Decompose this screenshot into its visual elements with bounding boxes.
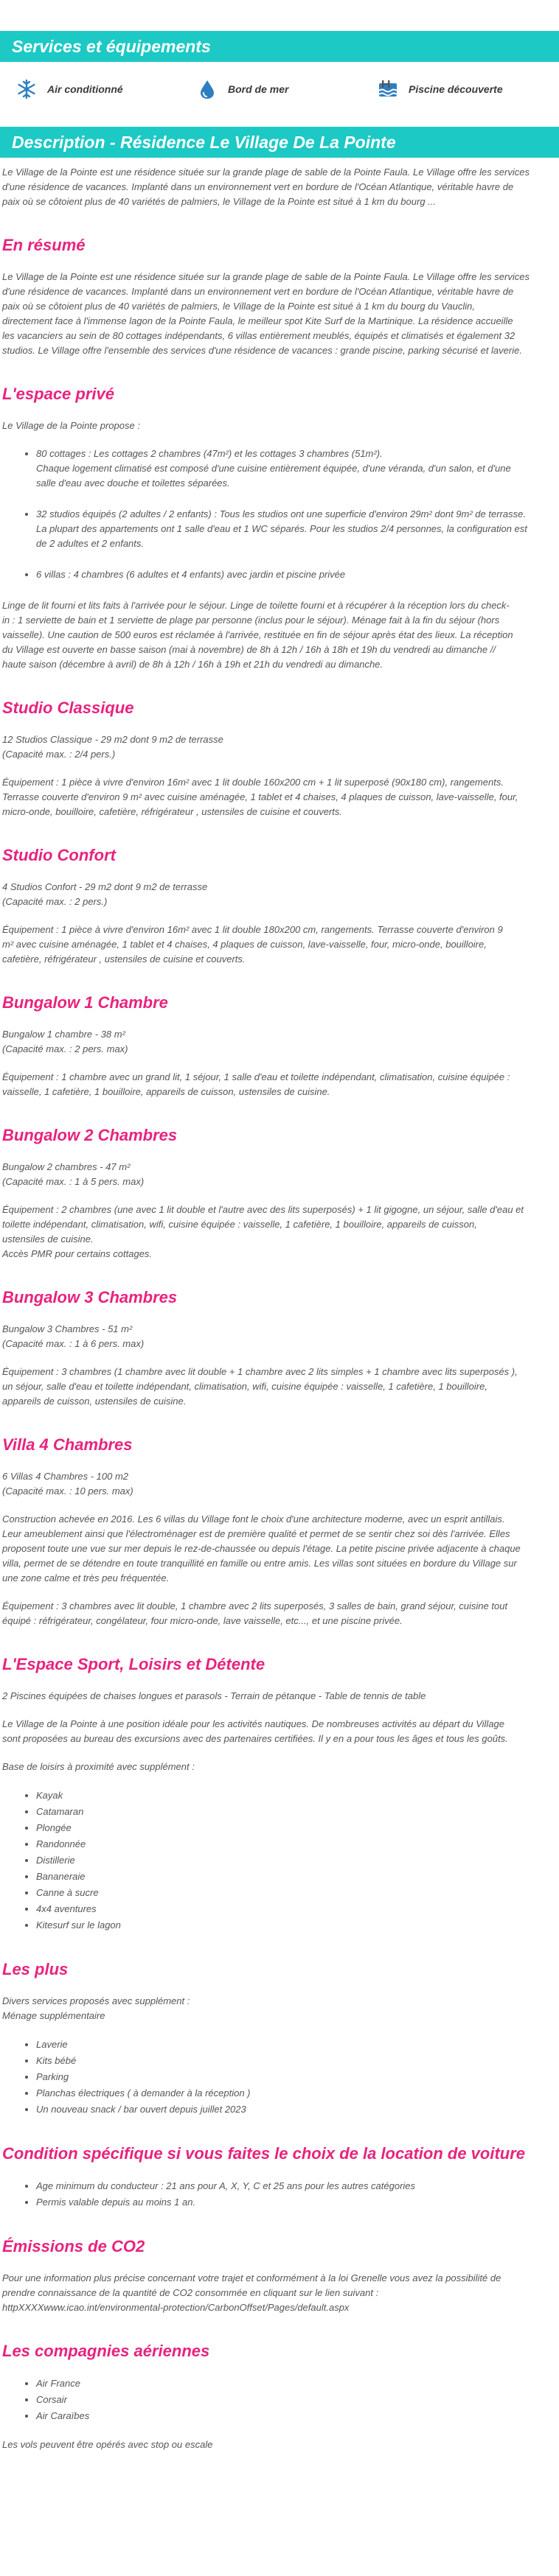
description-intro: Le Village de la Pointe est une résidence située sur la grande plage de sable de la Pointe Faula. Le Village offre les services d'une résidence de vacances. Implanté dans un environnement vert en bordure de l'Océan Atlantique, véritable havre de paix où se côtoient plus de 40 variétés de palmiers, le Village de la Pointe est situé à 1 km du bourg ... xyxy=(2,167,530,207)
section-title-bungalow-1: Bungalow 1 Chambre xyxy=(2,993,168,1012)
espace-sport-base-loisirs: Base de loisirs à proximité avec supplément : xyxy=(2,1761,195,1772)
list-item: • Catamaran xyxy=(36,1804,557,1820)
section-title-espace-sport: L'Espace Sport, Loisirs et Détente xyxy=(2,1655,265,1673)
villa-4-summary: 6 Villas 4 Chambres - 100 m2 (Capacité max. : 10 pers. max) xyxy=(2,1471,133,1497)
list-item: • Kitesurf sur le lagon xyxy=(36,1917,557,1933)
service-label: Piscine découverte xyxy=(409,83,503,95)
list-item: • 4x4 aventures xyxy=(36,1901,557,1917)
section-title-les-plus: Les plus xyxy=(2,1960,69,1978)
section-title-espace-prive: L'espace privé xyxy=(2,385,114,403)
les-plus-intro: Divers services proposés avec supplément : Ménage supplémentaire xyxy=(2,1995,190,2021)
service-seaside xyxy=(197,79,378,99)
service-label: Bord de mer xyxy=(228,83,289,95)
villa-4-description: Construction achevée en 2016. Les 6 villas du Village font le choix d'une architecture moderne, avec un esprit antillais. Leur ameublement ainsi que l'électroménager est de première qualité et permet de se sentir chez soi dès l'arrivée. Elles proposent toute une vue sur mer depuis le rez-de-chaussée ou depuis l'étage. La petite piscine privée adjacente à chaque villa, permet de se détendre en toute tranquillité en famille ou entre amis. Les villas sont situées en bordure du Village sur une zone calme et très peu fréquentée. xyxy=(2,1513,521,1583)
section-title-studio-classique: Studio Classique xyxy=(2,699,134,717)
condition-list xyxy=(2,2178,557,2211)
section-title-bungalow-2: Bungalow 2 Chambres xyxy=(2,1126,178,1144)
services-list xyxy=(0,62,559,116)
list-item: • Age minimum du conducteur : 21 ans pour A, X, Y, C et 25 ans pour les autres catégories xyxy=(36,2178,557,2194)
list-item: • Bananeraie xyxy=(36,1869,557,1885)
section-title-studio-confort: Studio Confort xyxy=(2,846,116,864)
list-item: • Kits bébé xyxy=(36,2053,557,2069)
bungalow-1-equipment: Équipement : 1 chambre avec un grand lit, 1 séjour, 1 salle d'eau et toilette indépendant, climatisation, cuisine équipée : vaisselle, 1 cafetière, 1 bouilloire, appareils de cuisson, ustensiles de cuisine. xyxy=(2,1071,510,1097)
list-item: • Randonnée xyxy=(36,1836,557,1852)
list-item: • Kayak xyxy=(36,1788,557,1804)
airlines-footer: Les vols peuvent être opérés avec stop ou escale xyxy=(2,2439,213,2450)
list-item: • Planchas électriques ( à demander à la réception ) xyxy=(36,2085,557,2101)
list-item: • Parking xyxy=(36,2069,557,2085)
co2-text: Pour une information plus précise concernant votre trajet et conformément à la loi Grenelle vous avez la possibilité de prendre connaissance de la quantité de CO2 consommée en cliquant sur le lien suivant : httpXXXXwww.icao.int/environmental-protection/CarbonOffset/Pages/default.aspx xyxy=(2,2272,501,2313)
service-label: Air conditionné xyxy=(47,83,123,95)
bungalow-2-summary: Bungalow 2 chambres - 47 m² (Capacité max. : 1 à 5 pers. max) xyxy=(2,1161,145,1187)
espace-prive-outro: Linge de lit fourni et lits faits à l'arrivée pour le séjour. Linge de toilette fourni et à récupérer à la réception lors du check- in : 1 serviette de bain et 1 serviette de plage par personne (inclus pour le séjour). Ménage fait à la fin du séjour (hors vaisselle). Une caution de 500 euros est réclamée à l'arrivée, restituée en fin de séjour après état des lieux. La réception du Village est ouverte en basse saison (mai à novembre) de 8h à 12h / 16h à 18h et 19h du vendredi au dimanche // haute saison (décembre à avril) de 8h à 12h / 16h à 19h et 21h du vendredi au dimanche. xyxy=(2,600,513,670)
pool-icon xyxy=(378,79,398,99)
bungalow-2-equipment: Équipement : 2 chambres (une avec 1 lit double et l'autre avec des lits superposés) + 1 lit gigogne, un séjour, salle d'eau et toilette indépendant, climatisation, wifi, cuisine équipée : vaisselle, 1 cafetière, 1 bouilloire, appareils de cuisson, ustensiles de cuisine. Accès PMR pour certains cottages. xyxy=(2,1204,524,1259)
co2-link[interactable]: httpXXXXwww.icao.int/environmental-protection/CarbonOffset/Pages/default.aspx xyxy=(2,2302,350,2313)
espace-prive-list xyxy=(2,447,557,582)
list-item: • Permis valable depuis au moins 1 an. xyxy=(36,2194,557,2211)
studio-classique-equipment: Équipement : 1 pièce à vivre d'environ 16m² avec 1 lit double 160x200 cm + 1 lit superposé (90x180 cm), rangements. Terrasse couverte d'environ 9 m² avec cuisine aménagée, 1 tablet et 4 chaises, 4 plaques de cuisson, lave-vaisselle, four, micro-onde, bouilloire, cafetière, réfrigérateur , ustensiles de cuisine et couverts. xyxy=(2,777,518,817)
resume-text: Le Village de la Pointe est une résidence située sur la grande plage de sable de la Pointe Faula. Le Village offre les services d'une résidence de vacances. Implanté dans un environnement vert en bordure de l'Océan Atlantique, véritable havre de paix où se côtoient plus de 40 variétés de palmiers, le Village de la Pointe est situé à 1 km du bourg du Vauclin, directement face à l'immense lagon de la Pointe Faula, le meilleur spot Kite Surf de la Martinique. La résidence accueille les vacanciers au sein de 80 cottages indépendants, 6 villas entièrement meublés, équipés et climatisés et également 32 studios. Le Village offre l'ensemble des services d'une résidence de vacances : grande piscine, parking sécurisé et laverie. xyxy=(2,271,530,356)
section-title-co2: Émissions de CO2 xyxy=(2,2237,145,2255)
studio-confort-summary: 4 Studios Confort - 29 m2 dont 9 m2 de terrasse (Capacité max. : 2 pers.) xyxy=(2,881,208,907)
section-title-compagnies: Les compagnies aériennes xyxy=(2,2342,210,2360)
espace-sport-description: Le Village de la Pointe à une position idéale pour les activités nautiques. De nombreuses activités au départ du Village sont proposées au bureau des excursions avec des partenaires certifiées. Il y en a pour tous les âges et tous les goûts. xyxy=(2,1718,508,1744)
bungalow-3-summary: Bungalow 3 Chambres - 51 m² (Capacité max. : 1 à 6 pers. max) xyxy=(2,1323,145,1349)
activities-list xyxy=(2,1788,557,1933)
studio-classique-summary: 12 Studios Classique - 29 m2 dont 9 m2 de terrasse (Capacité max. : 2/4 pers.) xyxy=(2,734,223,760)
list-item: • Air France xyxy=(36,2376,557,2392)
les-plus-list xyxy=(2,2037,557,2118)
airlines-list xyxy=(2,2376,557,2424)
section-title-condition: Condition spécifique si vous faites le choix de la location de voiture xyxy=(2,2144,526,2163)
list-item: • Distillerie xyxy=(36,1852,557,1869)
list-item: • 6 villas : 4 chambres (6 adultes et 4 enfants) avec jardin et piscine privée xyxy=(36,567,557,582)
services-header: Services et équipements xyxy=(0,31,559,62)
water-drop-icon xyxy=(197,79,218,99)
list-item: • Canne à sucre xyxy=(36,1885,557,1901)
description-header: Description - Résidence Le Village De La Pointe xyxy=(0,127,559,158)
service-air-conditioning xyxy=(16,79,197,99)
section-title-villa-4: Villa 4 Chambres xyxy=(2,1435,133,1454)
studio-confort-equipment: Équipement : 1 pièce à vivre d'environ 16m² avec 1 lit double 180x200 cm, rangements. Terrasse couverte d'environ 9 m² avec cuisine aménagée, 1 tablet et 4 chaises, 4 plaques de cuisson, lave-vaisselle, four, micro-onde, bouilloire, cafetière, réfrigérateur , ustensiles de cuisine et couverts. xyxy=(2,924,503,965)
bungalow-3-equipment: Équipement : 3 chambres (1 chambre avec lit double + 1 chambre avec 2 lits simples + 1 chambre avec lits superposés ), un séjour, salle d'eau et toilette indépendant, climatisation, wifi, cuisine équipée : vaisselle, 1 cafetière, 1 bouilloire, appareils de cuisson, ustensiles de cuisine. xyxy=(2,1366,518,1407)
service-pool xyxy=(378,79,558,99)
bungalow-1-summary: Bungalow 1 chambre - 38 m² (Capacité max. : 2 pers. max) xyxy=(2,1029,128,1054)
snowflake-icon xyxy=(16,79,37,99)
list-item: • Plongée xyxy=(36,1820,557,1836)
list-item: • Un nouveau snack / bar ouvert depuis juillet 2023 xyxy=(36,2101,557,2118)
espace-prive-intro: Le Village de la Pointe propose : xyxy=(2,420,140,431)
espace-sport-facilities: 2 Piscines équipées de chaises longues et parasols - Terrain de pétanque - Table de tennis de table xyxy=(2,1690,426,1701)
villa-4-equipment: Équipement : 3 chambres avec lit double, 1 chambre avec 2 lits superposés, 3 salles de bain, grand séjour, cuisine tout équipé : réfrigérateur, congélateur, four micro-onde, lave vaisselle, etc..., et une piscine privée. xyxy=(2,1600,508,1626)
list-item: • Air Caraïbes xyxy=(36,2408,557,2424)
list-item: • 32 studios équipés (2 adultes / 2 enfants) : Tous les studios ont une superficie d'environ 29m² dont 9m² de terrasse. La plupart des appartements ont 1 salle d'eau et 1 WC séparés. Pour les studios 2/4 personnes, la configuration est de 2 adultes et 2 enfants. xyxy=(36,507,557,551)
list-item: • 80 cottages : Les cottages 2 chambres (47m²) et les cottages 3 chambres (51m²). Chaque logement climatisé est composé d'une cuisine entièrement équipée, d'une véranda, d'un salon, et d'une salle d'eau avec douche et toilettes séparées. xyxy=(36,447,557,491)
section-title-bungalow-3: Bungalow 3 Chambres xyxy=(2,1288,178,1306)
list-item: • Corsair xyxy=(36,2392,557,2408)
list-item: • Laverie xyxy=(36,2037,557,2053)
section-title-resume: En résumé xyxy=(2,236,86,254)
